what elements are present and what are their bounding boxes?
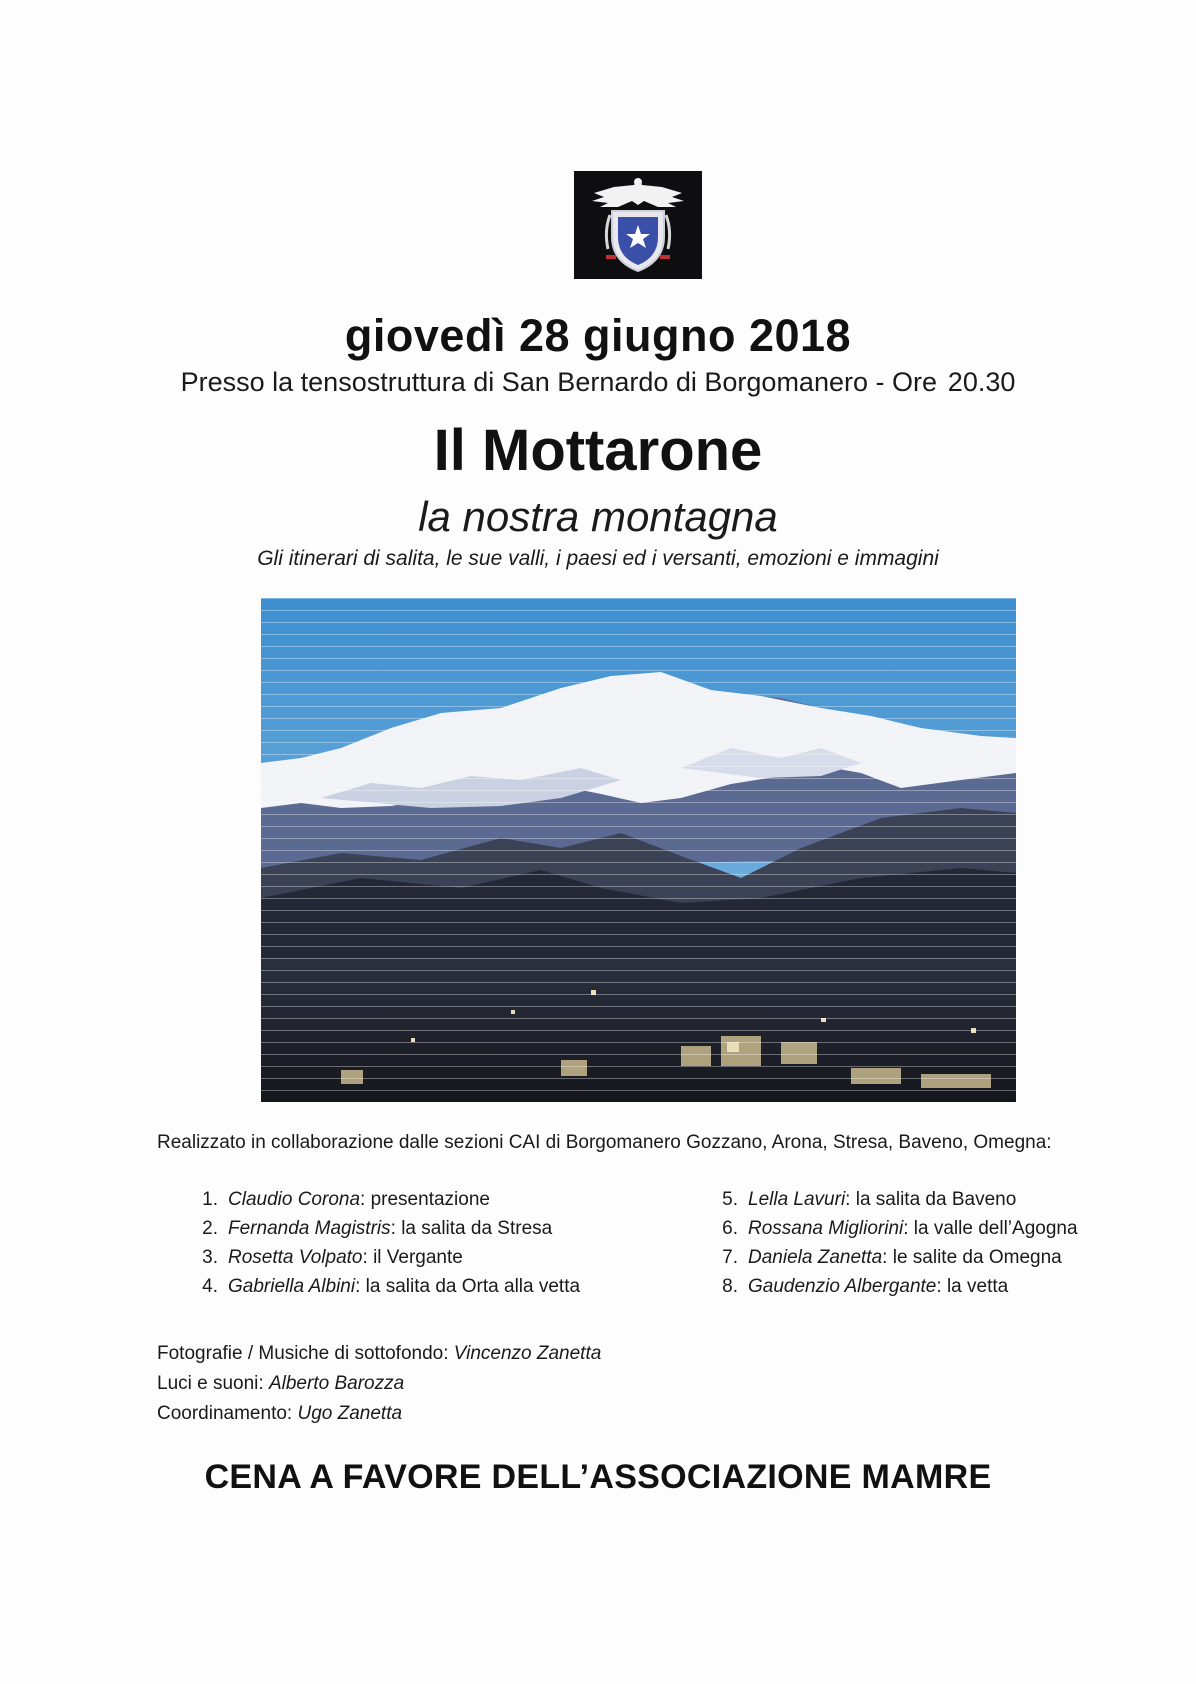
event-tagline: Gli itinerari di salita, le sue valli, i paesi ed i versanti, emozioni e immagini bbox=[257, 547, 939, 570]
list-item: 6. Rossana Migliorini: la valle dell’Agogna bbox=[722, 1218, 1078, 1239]
cai-emblem-icon bbox=[574, 171, 702, 279]
speaker-topic: la valle dell’Agogna bbox=[913, 1218, 1078, 1239]
credit-role: Coordinamento: bbox=[157, 1403, 293, 1424]
speaker-name: Claudio Corona bbox=[228, 1189, 361, 1210]
speaker-name: Lella Lavuri bbox=[748, 1189, 846, 1210]
collaboration-note: Realizzato in collaborazione dalle sezioni CAI di Borgomanero Gozzano, Arona, Stresa, Baveno, Omegna: bbox=[157, 1132, 1052, 1153]
speaker-name: Gabriella Albini bbox=[228, 1276, 356, 1297]
speaker-name: Gaudenzio Albergante bbox=[748, 1276, 937, 1297]
program-list-left bbox=[190, 1185, 650, 1301]
credits bbox=[157, 1339, 857, 1429]
mountain-photo bbox=[261, 598, 1016, 1102]
speaker-name: Fernanda Magistris bbox=[228, 1218, 391, 1239]
venue-time: 20.30 bbox=[947, 367, 1016, 397]
speaker-topic: la salita da Stresa bbox=[401, 1218, 553, 1239]
list-item: 4. Gabriella Albini: la salita da Orta alla vetta bbox=[202, 1276, 581, 1297]
credit-role: Luci e suoni: bbox=[157, 1373, 264, 1394]
program-list-right bbox=[710, 1185, 1130, 1301]
venue-text: Presso la tensostruttura di San Bernardo di Borgomanero - Ore bbox=[180, 367, 937, 397]
credit-name: Ugo Zanetta bbox=[297, 1403, 403, 1424]
list-item: 5. Lella Lavuri: la salita da Baveno bbox=[722, 1189, 1017, 1210]
speaker-topic: il Vergante bbox=[373, 1247, 463, 1268]
credit-role: Fotografie / Musiche di sottofondo: bbox=[157, 1343, 449, 1364]
list-item: 7. Daniela Zanetta: le salite da Omegna bbox=[722, 1247, 1062, 1268]
dinner-banner: CENA A FAVORE DELL’ASSOCIAZIONE MAMRE bbox=[204, 1458, 992, 1496]
speaker-name: Daniela Zanetta bbox=[748, 1247, 883, 1268]
credit-line bbox=[157, 1369, 857, 1399]
event-date: giovedì 28 giugno 2018 bbox=[344, 310, 852, 361]
credit-line bbox=[157, 1339, 857, 1369]
event-title: Il Mottarone bbox=[433, 418, 763, 483]
speaker-topic: presentazione bbox=[370, 1189, 490, 1210]
speaker-topic: la salita da Baveno bbox=[855, 1189, 1017, 1210]
speaker-topic: le salite da Omegna bbox=[892, 1247, 1062, 1268]
credit-line bbox=[157, 1399, 857, 1429]
speaker-topic: la vetta bbox=[946, 1276, 1009, 1297]
speaker-name: Rossana Migliorini bbox=[748, 1218, 904, 1239]
speaker-topic: la salita da Orta alla vetta bbox=[365, 1276, 581, 1297]
list-item: 2. Fernanda Magistris: la salita da Stresa bbox=[202, 1218, 553, 1239]
speaker-name: Rosetta Volpato bbox=[228, 1247, 363, 1268]
event-subtitle: la nostra montagna bbox=[418, 493, 778, 540]
event-venue bbox=[0, 367, 1196, 398]
credit-name: Vincenzo Zanetta bbox=[453, 1343, 602, 1364]
list-item: 1. Claudio Corona: presentazione bbox=[202, 1189, 490, 1210]
list-item: 8. Gaudenzio Albergante: la vetta bbox=[722, 1276, 1009, 1297]
credit-name: Alberto Barozza bbox=[268, 1373, 405, 1394]
list-item: 3. Rosetta Volpato: il Vergante bbox=[202, 1247, 463, 1268]
